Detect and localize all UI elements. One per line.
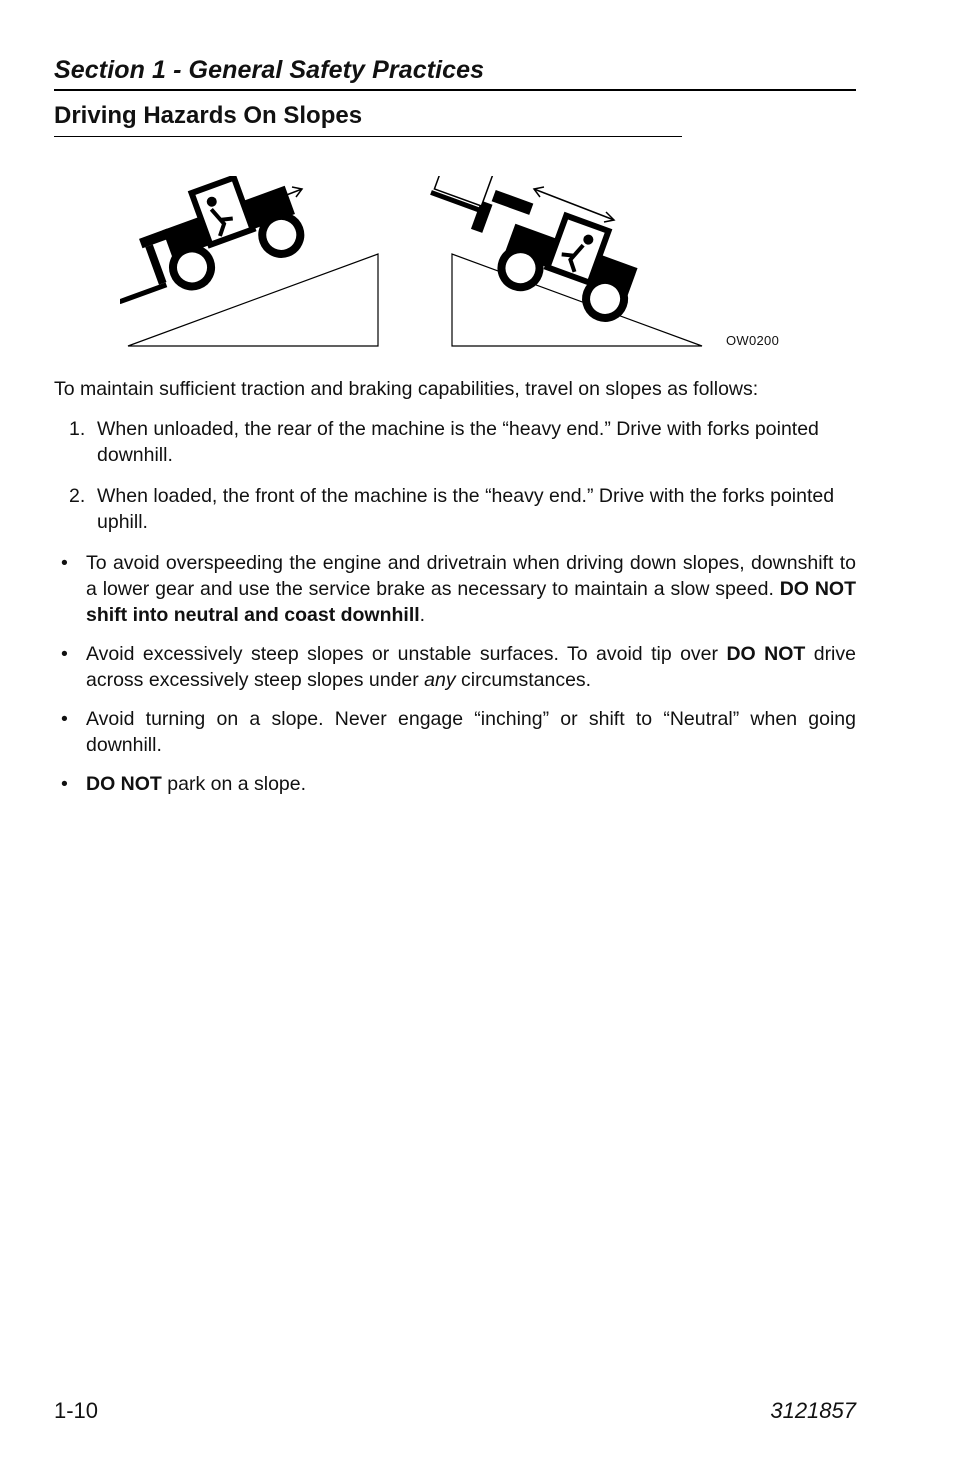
bullet-text: Avoid turning on a slope. Never engage “inching” or shift to “Neutral” when going downhill. [86,708,856,756]
bullet-item [54,771,856,797]
subsection-header [54,102,682,137]
bullet-dot: • [61,552,68,574]
bullet-emphasis: DO NOT shift into neutral and coast downhill [86,578,856,626]
unloaded-downhill-figure [120,176,378,346]
numbered-item [54,483,856,535]
item-number: 2. [69,485,86,507]
bullet-italic: any [424,669,456,691]
bullet-dot: • [61,643,68,665]
load-box [434,176,496,206]
subsection-title: Driving Hazards On Slopes [54,102,363,129]
bullet-emphasis: DO NOT [726,643,806,665]
bullet-dot: • [61,773,68,795]
bullet-item [54,641,856,693]
bullet-item [54,550,856,628]
bullet-text: Avoid excessively steep slopes or unstable surfaces. To avoid tip over [86,643,727,665]
item-number: 1. [69,418,86,440]
intro-paragraph: To maintain sufficient traction and braking capabilities, travel on slopes as follows: [54,378,759,400]
bullet-text: . [419,604,426,626]
loaded-uphill-figure [411,176,702,346]
item-text: When loaded, the front of the machine is the “heavy end.” Drive with the forks pointed uphill. [97,485,835,533]
bullet-text: circumstances. [455,669,592,691]
bullet-text: drive across excessively steep slopes under [86,643,856,691]
item-text: When unloaded, the rear of the machine is the “heavy end.” Drive with forks pointed downhill. [97,418,819,466]
document-number: 3121857 [770,1398,856,1423]
slope-illustration [120,176,800,356]
section-title: Section 1 - General Safety Practices [54,56,485,84]
bullet-text: park on a slope. [161,773,307,795]
slope-ramp-left [128,254,378,346]
numbered-item [54,416,856,468]
page-number: 1-10 [54,1398,99,1423]
bullet-emphasis: DO NOT [86,773,162,795]
bullet-text: To avoid overspeeding the engine and drivetrain when driving down slopes, downshift to a lower gear and use the service brake as necessary to maintain a slow speed. [86,552,856,600]
section-header [54,56,856,91]
bullet-dot: • [61,708,68,730]
body-text [54,376,856,810]
bullet-item [54,706,856,758]
figure-code: OW0200 [726,333,780,348]
